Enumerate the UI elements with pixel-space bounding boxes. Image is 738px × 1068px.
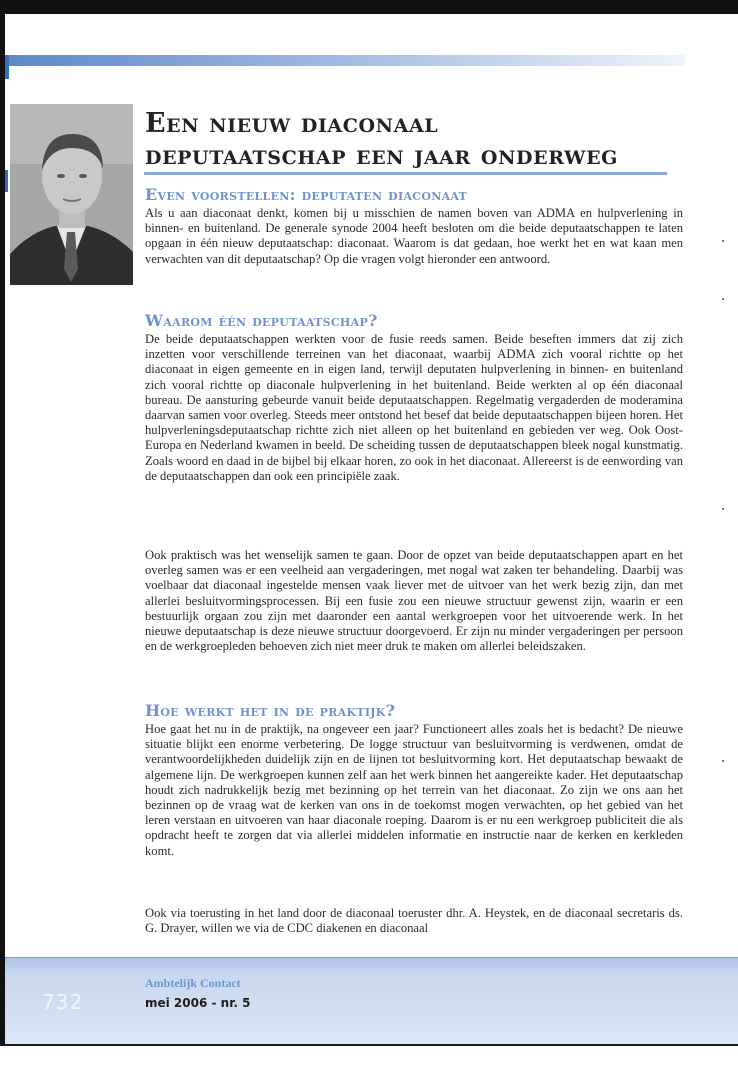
section-heading-why-one: Waarom één deputaatschap?	[145, 311, 378, 330]
section-heading-introduction: Even voorstellen: deputaten diaconaat	[145, 185, 468, 204]
author-photo	[10, 104, 133, 285]
scan-margin-bottom	[0, 1046, 738, 1068]
section-why-one-paragraph-1: De beide deputaatschappen werkten voor de fusie reeds samen. Beide beseften immers dat zij zich inzetten voor verschillende terreinen van het diaconaat, waarbij ADMA zich vooral richtte op het diaconaat in eigen gemeente en in eigen land, terwijl deputaten hulpverlening in binnen- en buitenland zich vooral richtte op diaconale hulpverlening in het buitenland. Beide werkten al op één diaconaal bureau. De aansturing gebeurde vanuit beide deputaatschappen. Regelmatig vergaderden de moderamina daarvan samen voor overleg. Steeds meer ontstond het besef dat beide deputaatschappen bijeen horen. Het hulpverleningsdeputaatschap richtte zich niet alleen op het buitenland en gebieden ver weg. Ook Oost-Europa en Nederland kwamen in beeld. De scheiding tussen de deputaatschappen bleek nogal kunstmatig. Zoals woord en daad in de bijbel bij elkaar horen, zo ook in het diaconaat. Allereerst is de eenwording van de deputaatschappen dan ook een principiële zaak.	[145, 332, 683, 483]
scan-artifact	[722, 760, 724, 762]
section-heading-practice: Hoe werkt het in de praktijk?	[145, 701, 396, 720]
section-practice-paragraph-1: Hoe gaat het nu in de praktijk, na ongeveer een jaar? Functioneert alles zoals het is bedacht? De nieuwe situatie blijkt een enorme verbetering. De logge structuur van besluitvorming is verdwenen, omdat de verantwoordelijkheden duidelijk zijn en de lijnen tot besluitvorming kort. Het deputaatschap bewaakt de algemene lijn. De werkgroepen kunnen zelf aan het werk binnen het aangereikte kader. Het deputaatschap houdt zich nadrukkelijk bezig met bezinning op het terrein van het diaconaat. Zo zijn we ons aan het bezinnen op de vraag wat de kerken van ons in de toekomst mogen verwachten, op het gebied van het leren verstaan en uitvoeren van haar diaconale roeping. Daarom is er nu een werkgroep publiciteit die als opdracht heeft te zorgen dat via allerlei middelen informatie en instructie naar de kerken en kerkleden komt.	[145, 722, 683, 858]
header-bar-tick	[5, 55, 9, 79]
header-gradient-bar	[5, 55, 685, 66]
section-why-one-paragraph-2: Ook praktisch was het wenselijk samen te gaan. Door de opzet van beide deputaatschappen apart en het overleg samen was er een veelheid aan vergaderingen, met nogal wat zaken ter behandeling. Daarbij was voelbaar dat diaconaal ingestelde mensen vaak liever met de uitvoer van het werk bezig zijn, dan met allerlei besluitvormingsprocessen. Bij een fusie zou een nieuwe structuur gewenst zijn, waarin er een bestuurlijk orgaan zou zijn met daaronder een aantal werkgroepen voor het uitvoerende werk. In het nieuwe deputaatschap is deze nieuwe structuur doorgevoerd. Er zijn nu minder vergaderingen per persoon en de werkgroepleden behoeven zich niet meer druk te maken om allerlei beleidszaken.	[145, 548, 683, 654]
article-title	[145, 108, 705, 172]
scan-border-left	[0, 0, 5, 1068]
scan-artifact	[722, 298, 724, 300]
publication-name: Ambtelijk Contact	[145, 976, 241, 990]
page-number: 732	[42, 990, 84, 1014]
scan-artifact	[722, 240, 724, 242]
section-introduction-paragraph: Als u aan diaconaat denkt, komen bij u misschien de namen boven van ADMA en hulpverlening in binnen- en buitenland. De generale synode 2004 heeft besloten om die beide deputaatschappen te laten opgaan in één nieuw deputaatschap: diaconaat. Waarom is dat gedaan, hoe werkt het en wat kaan men verwachten van dit deputaatschap? Op die vragen volgt hieronder een antwoord.	[145, 206, 683, 266]
article-title-line2: deputaatschap een jaar onderweg	[145, 140, 619, 171]
footer-band	[5, 958, 738, 1046]
scan-border-top	[0, 0, 738, 14]
scan-artifact	[722, 508, 724, 510]
issue-label: mei 2006 - nr. 5	[145, 996, 251, 1010]
side-accent-tick	[5, 170, 8, 192]
title-underline	[144, 172, 667, 175]
article-title-line1: Een nieuw diaconaal	[145, 108, 439, 139]
section-practice-paragraph-2: Ook via toerusting in het land door de diaconaal toeruster dhr. A. Heystek, en de diaconaal secretaris ds. G. Drayer, willen we via de CDC diakenen en diaconaal	[145, 906, 683, 936]
portrait-illustration	[10, 104, 133, 285]
